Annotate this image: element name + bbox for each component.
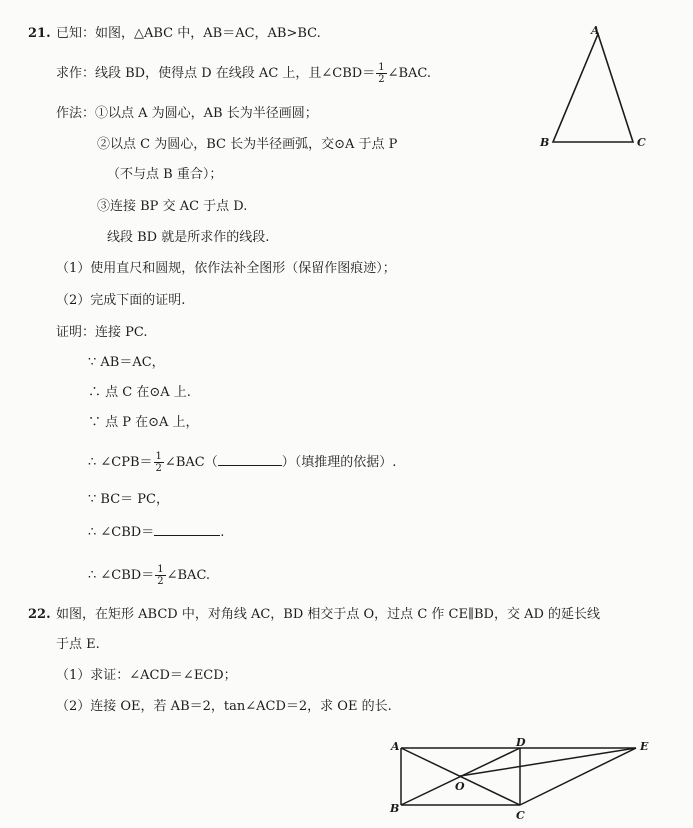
q21-method-step1: 作法：①以点 A 为圆心，AB 长为半径画圆； xyxy=(56,106,318,121)
q22-number: 22. xyxy=(28,607,51,622)
proof-text: ∴ ∠CBD＝ xyxy=(88,525,155,540)
q22-label-o: O xyxy=(455,780,465,793)
q21-part2: （2）完成下面的证明. xyxy=(56,293,186,308)
q22-label-b: B xyxy=(390,802,400,815)
q21-task-text: 求作：线段 BD，使得点 D 在线段 AC 上，且∠CBD＝ xyxy=(56,66,376,81)
q21-proof-line7 xyxy=(88,564,210,587)
q21-proof-line6 xyxy=(88,524,224,542)
fraction-numerator: 1 xyxy=(157,564,164,575)
proof-text-mid: ∠BAC（ xyxy=(164,455,218,470)
q21-proof-line2: ∴ 点 C 在⊙A 上. xyxy=(88,385,191,400)
q21-triangle-figure xyxy=(536,26,676,176)
fraction-numerator: 1 xyxy=(378,62,385,73)
q22-label-c: C xyxy=(516,809,525,822)
angle-answer-blank[interactable] xyxy=(154,535,220,536)
q21-task xyxy=(56,62,431,85)
q21-proof-head: 证明：连接 PC. xyxy=(56,325,148,340)
fraction-denominator: 2 xyxy=(155,463,162,474)
proof-text-end: ∠BAC. xyxy=(166,568,211,583)
q21-proof-line5: ∵ BC＝ PC， xyxy=(88,492,169,507)
q21-task-text-end: ∠BAC. xyxy=(387,66,432,81)
q22-label-d: D xyxy=(516,736,526,749)
q21-proof-line1: ∵ AB＝AC， xyxy=(88,355,165,370)
q21-label-a: A xyxy=(591,24,600,37)
q21-label-b: B xyxy=(540,136,550,149)
segment-oe xyxy=(460,748,636,776)
q21-given: 已知：如图，△ABC 中，AB＝AC，AB>BC. xyxy=(56,26,321,41)
q22-rectangle-figure xyxy=(390,736,670,826)
q22-label-e: E xyxy=(640,740,649,753)
q22-line2: 于点 E. xyxy=(56,637,100,652)
fraction-denominator: 2 xyxy=(378,74,385,85)
q21-method-conclusion: 线段 BD 就是所求作的线段. xyxy=(107,230,270,245)
q21-method-step2-cont: （不与点 B 重合）； xyxy=(107,167,223,182)
q22-part2: （2）连接 OE，若 AB＝2，tan∠ACD＝2，求 OE 的长. xyxy=(56,699,392,714)
q22-line1: 如图，在矩形 ABCD 中，对角线 AC，BD 相交于点 O，过点 C 作 CE∥BD，交 AD 的延长线 xyxy=(56,607,601,622)
q21-method-step3: ③连接 BP 交 AC 于点 D. xyxy=(97,199,248,214)
q21-proof-line3: ∵ 点 P 在⊙A 上， xyxy=(88,415,199,430)
q21-method-step2: ②以点 C 为圆心，BC 长为半径画弧，交⊙A 于点 P xyxy=(97,137,398,152)
proof-text: ∴ ∠CBD＝ xyxy=(88,568,155,583)
proof-text-end: ）（填推理的依据）. xyxy=(281,455,397,470)
q21-task-fraction xyxy=(376,62,386,85)
q22-label-a: A xyxy=(391,740,400,753)
proof-text: ∴ ∠CPB＝ xyxy=(88,455,153,470)
q21-label-c: C xyxy=(637,136,646,149)
q21-number: 21. xyxy=(28,26,51,41)
q21-part1: （1）使用直尺和圆规，依作法补全图形（保留作图痕迹）； xyxy=(56,261,396,276)
triangle-abc xyxy=(553,34,633,142)
q22-part1: （1）求证：∠ACD＝∠ECD； xyxy=(56,668,237,683)
fraction-denominator: 2 xyxy=(157,576,164,587)
proof-fraction xyxy=(154,451,164,474)
fraction-numerator: 1 xyxy=(155,451,162,462)
q21-proof-line4 xyxy=(88,451,396,474)
proof-text-end: . xyxy=(220,525,225,540)
proof-fraction xyxy=(155,564,165,587)
reason-blank[interactable] xyxy=(218,465,282,466)
